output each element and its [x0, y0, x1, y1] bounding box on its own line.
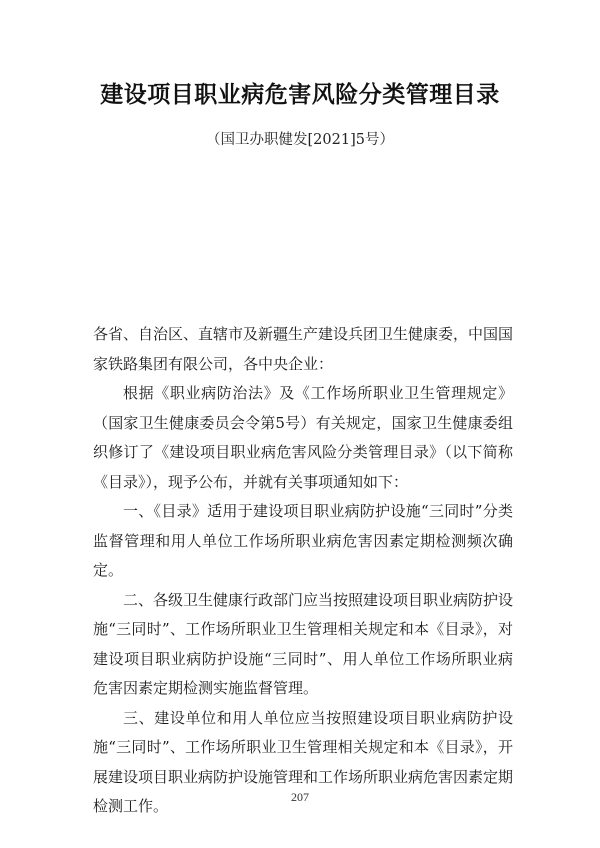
- paragraph-item-3: 三、建设单位和用人单位应当按照建设项目职业病防护设施“三同时”、工作场所职业卫生管理相关规定和本《目录》，开展建设项目职业病防护设施管理和工作场所职业病危害因素定期检测工作。: [93, 708, 514, 815]
- document-body: [93, 320, 513, 822]
- paragraph-item-1: 一、《目录》适用于建设项目职业病防护设施“三同时”分类监督管理和用人单位工作场所职业病危害因素定期检测频次确定。: [93, 502, 513, 579]
- document-number: （国卫办职健发[2021]5号）: [206, 132, 394, 148]
- page-number: 207: [291, 790, 309, 804]
- salutation: 各省、自治区、直辖市及新疆生产建设兵团卫生健康委，中国国家铁路集团有限公司，各中央企业：: [93, 325, 514, 373]
- paragraph-item-2: 二、各级卫生健康行政部门应当按照建设项目职业病防护设施“三同时”、工作场所职业卫生管理相关规定和本《目录》，对建设项目职业病防护设施“三同时”、用人单位工作场所职业病危害因素定期检测实施监督管理。: [93, 590, 514, 697]
- document-title: 建设项目职业病危害风险分类管理目录: [100, 82, 500, 108]
- paragraph-intro: 根据《职业病防治法》及《工作场所职业卫生管理规定》（国家卫生健康委员会令第5号）有关规定，国家卫生健康委组织修订了《建设项目职业病危害风险分类管理目录》（以下简称《目录》），现予公布，并就有关事项通知如下：: [93, 384, 513, 491]
